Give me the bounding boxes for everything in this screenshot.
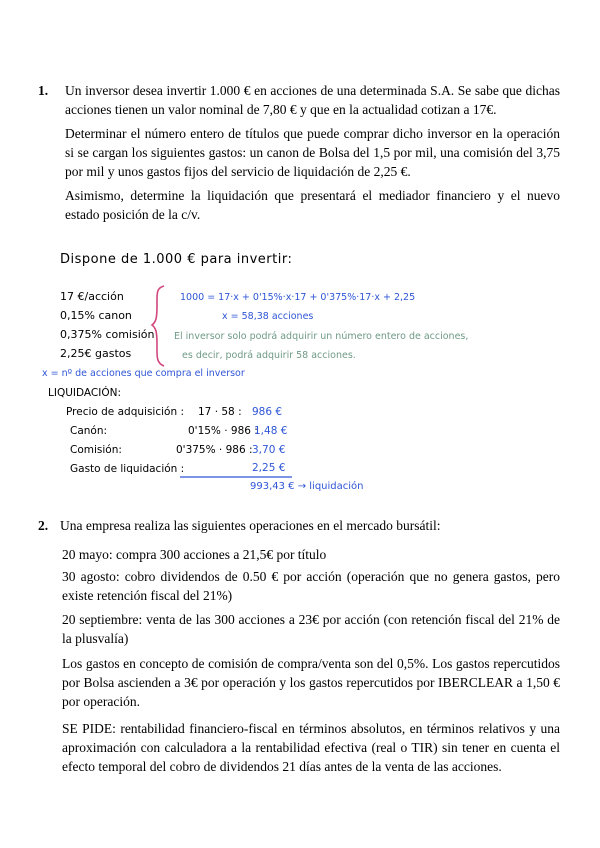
- operation-2: 30 agosto: cobro dividendos de 0.50 € por acción (operación que no genera gastos, pero existe retención fiscal del 21%): [62, 569, 560, 603]
- data-line-price: 17 €/acción: [60, 290, 124, 303]
- row-value-canon: 1,48 €: [254, 425, 288, 437]
- row-value-comision: 3,70 €: [252, 444, 286, 456]
- problem-1-number: 1.: [38, 83, 49, 98]
- problem-2-number: 2.: [38, 518, 49, 533]
- row-label-liquidacion: Gasto de liquidación :: [70, 463, 185, 475]
- row-calc-comision: 0'375% · 986 :: [176, 444, 253, 456]
- notes-heading: Dispone de 1.000 € para invertir:: [60, 252, 293, 267]
- row-label-canon: Canón:: [70, 425, 108, 437]
- row-calc-canon: 0'15% · 986 :: [188, 425, 258, 437]
- problem-2-intro: Una empresa realiza las siguientes operaciones en el mercado bursátil:: [60, 518, 441, 533]
- se-pide-paragraph: SE PIDE: rentabilidad financiero-fiscal en términos absolutos, en términos relativos y una aproximación con calculadora a la rentabilidad efectiva (real o TIR) sin tener en cuenta el efecto temporal del cobro de dividendos 21 días antes de la venta de las acciones.: [62, 721, 560, 774]
- problem-1-question: Determinar el número entero de títulos que puede comprar dicho inversor en la operación si se cargan los siguientes gastos: un canon de Bolsa del 1,5 por mil, una comisión del 3,75 por mil y unos gastos fijos del servicio de liquidación de 2,25 €.: [65, 126, 560, 179]
- comment-line-2: es decir, podrá adquirir 58 acciones.: [182, 350, 356, 361]
- operation-1: 20 mayo: compra 300 acciones a 21,5€ por título: [62, 547, 327, 562]
- problem-1-question-2: Asimismo, determine la liquidación que presentará el mediador financiero y el nuevo estado posición de la c/v.: [65, 188, 560, 222]
- row-calc-precio: 17 · 58 :: [198, 406, 242, 418]
- data-line-canon: 0,15% canon: [60, 309, 132, 322]
- sum-line: [178, 475, 294, 479]
- operation-3: 20 septiembre: venta de las 300 acciones a 23€ por acción (con retención fiscal del 21% de la plusvalía): [62, 612, 560, 646]
- curly-brace: [150, 284, 170, 368]
- liquidacion-title: LIQUIDACIÓN:: [48, 387, 121, 399]
- variable-definition: x = nº de acciones que compra el inversor: [42, 368, 245, 379]
- equation-solution: x = 58,38 acciones: [222, 311, 314, 322]
- row-value-precio: 986 €: [252, 406, 283, 418]
- row-label-comision: Comisión:: [70, 444, 122, 456]
- problem-1-statement: Un inversor desea invertir 1.000 € en acciones de una determinada S.A. Se sabe que dichas acciones tienen un valor nominal de 7,80 € y que en la actualidad cotizan a 17€.: [65, 83, 560, 117]
- total-liquidacion: 993,43 € → liquidación: [250, 481, 364, 492]
- gastos-paragraph: Los gastos en concepto de comisión de compra/venta son del 0,5%. Los gastos repercutidos por Bolsa ascienden a 3€ por operación y los gastos repercutidos por IBERCLEAR a 1,50 € por operación.: [62, 656, 560, 709]
- comment-line-1: El inversor solo podrá adquirir un número entero de acciones,: [174, 331, 469, 342]
- equation: 1000 = 17·x + 0'15%·x·17 + 0'375%·17·x + 2,25: [180, 292, 416, 303]
- row-value-liquidacion: 2,25 €: [252, 462, 286, 474]
- data-line-comision: 0,375% comisión: [60, 328, 155, 341]
- row-label-precio: Precio de adquisición :: [66, 406, 184, 418]
- data-line-gastos: 2,25€ gastos: [60, 347, 132, 360]
